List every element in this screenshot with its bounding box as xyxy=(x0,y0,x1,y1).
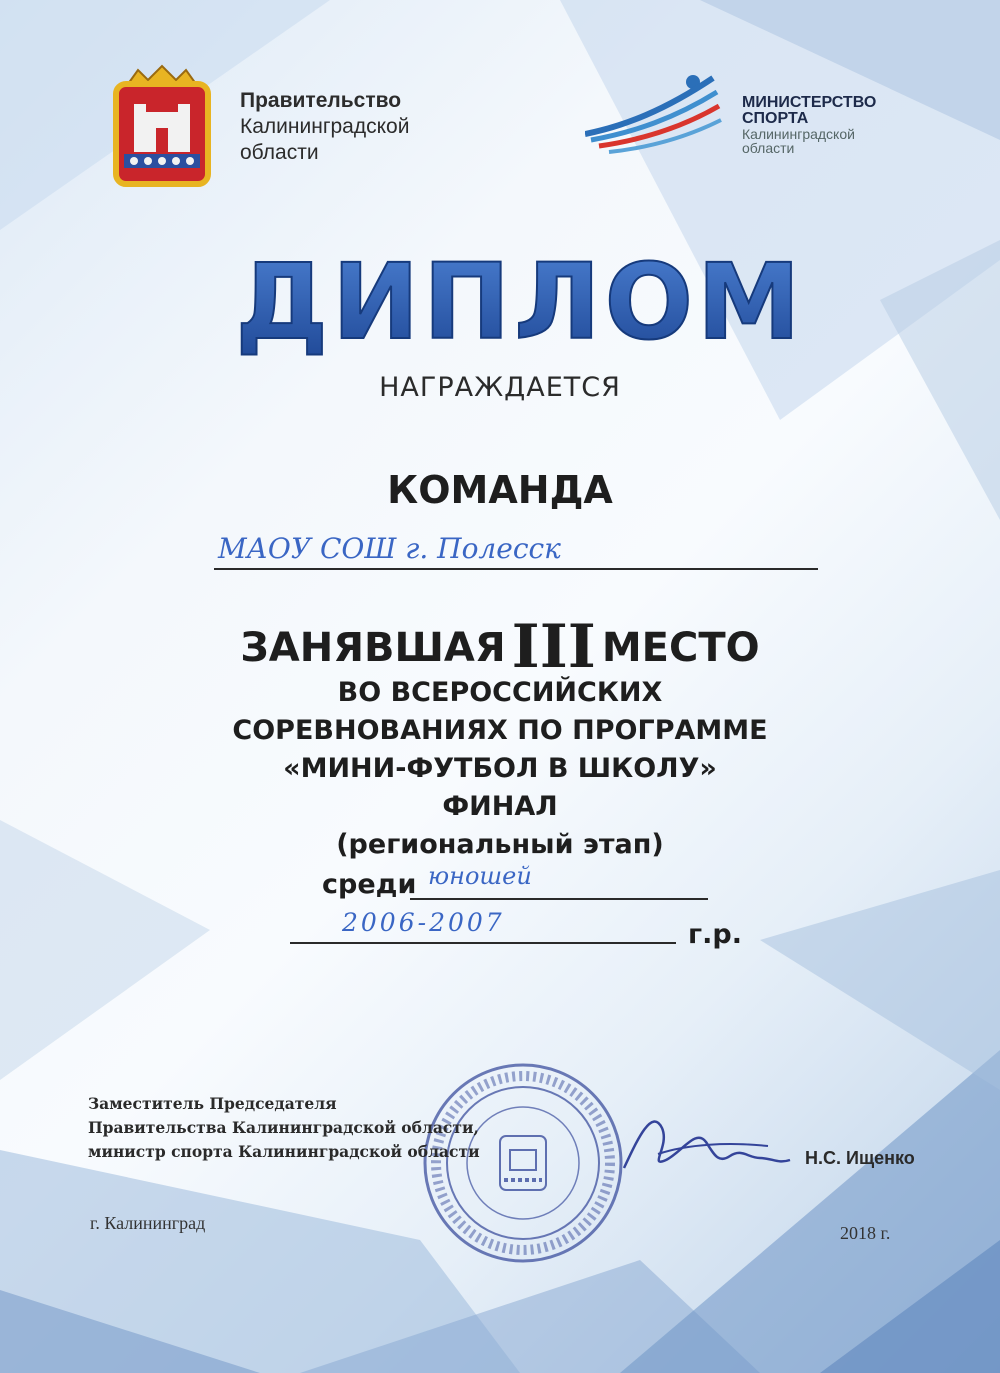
signature-icon xyxy=(618,1098,798,1188)
footer-year: 2018 г. xyxy=(840,1223,891,1243)
awarded-label: НАГРАЖДАЕТСЯ xyxy=(379,372,621,403)
title-text: ДИПЛОМ xyxy=(235,241,805,358)
ministry-line-4: области xyxy=(742,140,795,156)
competition-line-5: (региональный этап) xyxy=(336,829,664,860)
place-line xyxy=(0,612,1000,682)
among-label: среди xyxy=(322,869,417,900)
ministry-line-3: Калининградской xyxy=(742,126,855,142)
team-name-handwritten: МАОУ СОШ г. Полесск xyxy=(218,532,561,565)
place-number: III xyxy=(511,612,596,682)
government-line-1: Правительство xyxy=(240,89,402,112)
team-heading: КОМАНДА xyxy=(387,468,613,512)
government-name xyxy=(240,88,409,166)
competition-line-1: ВО ВСЕРОССИЙСКИХ xyxy=(337,677,663,708)
place-suffix: МЕСТО xyxy=(601,625,760,671)
government-line-2: Калининградской xyxy=(240,115,410,138)
government-line-3: области xyxy=(240,141,319,164)
ministry-logo-icon xyxy=(585,70,735,160)
category-handwritten: юношей xyxy=(428,862,532,890)
footer-city: г. Калининград xyxy=(90,1213,206,1233)
ministry-line-2: СПОРТА xyxy=(742,110,809,127)
competition-line-4: ФИНАЛ xyxy=(442,791,558,822)
coat-of-arms-icon xyxy=(108,62,216,190)
category-line xyxy=(410,898,708,900)
signer-name: Н.С. Ищенко xyxy=(805,1148,915,1168)
ministry-name xyxy=(742,95,876,155)
ministry-line-1: МИНИСТЕРСТВО xyxy=(742,94,877,111)
competition-line-2: СОРЕВНОВАНИЯХ ПО ПРОГРАММЕ xyxy=(232,715,768,746)
competition-line-3: «МИНИ-ФУТБОЛ В ШКОЛУ» xyxy=(283,753,717,784)
signature-title-line-1: Заместитель Председателя xyxy=(88,1094,337,1113)
place-prefix: ЗАНЯВШАЯ xyxy=(240,625,506,671)
diploma-title xyxy=(0,238,1000,358)
years-suffix: г.р. xyxy=(688,919,742,950)
signature-title xyxy=(88,1092,480,1164)
signature-title-line-3: министр спорта Калининградской области xyxy=(88,1142,480,1161)
team-name-line xyxy=(214,568,818,570)
signature-title-line-2: Правительства Калининградской области, xyxy=(88,1118,479,1137)
years-line xyxy=(290,942,676,944)
years-handwritten: 2006-2007 xyxy=(342,908,505,937)
